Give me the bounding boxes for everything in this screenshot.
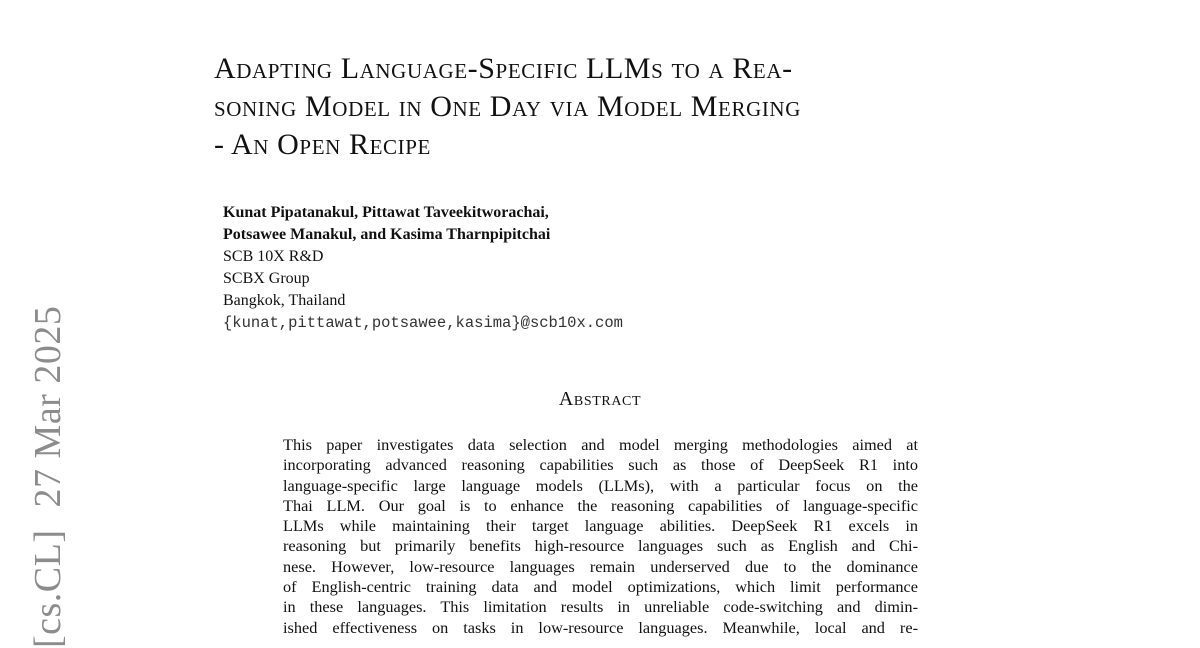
title-line: - An Open Recipe bbox=[214, 128, 431, 161]
abstract-line: reasoning but primarily benefits high-resource languages such as English and Chi- bbox=[283, 536, 918, 556]
paper-title bbox=[214, 50, 1014, 164]
abstract-line: LLMs while maintaining their target language abilities. DeepSeek R1 excels in bbox=[283, 516, 918, 536]
abstract-heading: Abstract bbox=[558, 388, 642, 410]
title-line: Adapting Language-Specific LLMs to a Rea- bbox=[214, 52, 793, 85]
title-line: soning Model in One Day via Model Merging bbox=[214, 90, 801, 123]
affiliation: SCB 10X R&D bbox=[223, 248, 324, 265]
abstract-line: incorporating advanced reasoning capabilities such as those of DeepSeek R1 into bbox=[283, 455, 918, 475]
abstract-line: in these languages. This limitation results in unreliable code-switching and dimin- bbox=[283, 597, 918, 617]
author-names-line: Potsawee Manakul, and Kasima Tharnpipitchai bbox=[223, 226, 551, 243]
arxiv-category: [cs.CL] bbox=[27, 529, 69, 648]
abstract-line: This paper investigates data selection and model merging methodologies aimed at bbox=[283, 435, 918, 454]
arxiv-side-stamp bbox=[28, 306, 68, 648]
abstract-line: Thai LLM. Our goal is to enhance the reasoning capabilities of language-specific bbox=[283, 495, 918, 515]
author-block bbox=[223, 202, 623, 334]
abstract-line: of English-centric training data and model optimizations, which limit performance bbox=[283, 577, 918, 597]
abstract-line: ished effectiveness on tasks in low-resource languages. Meanwhile, local and re- bbox=[283, 617, 918, 637]
affiliation: SCBX Group bbox=[223, 270, 310, 287]
abstract-line: nese. However, low-resource languages remain underserved due to the dominance bbox=[283, 556, 918, 576]
abstract-body bbox=[283, 435, 918, 638]
author-names-line: Kunat Pipatanakul, Pittawat Taveekitworachai, bbox=[223, 204, 549, 221]
author-email: {kunat,pittawat,potsawee,kasima}@scb10x.com bbox=[223, 314, 623, 332]
arxiv-date: 27 Mar 2025 bbox=[27, 305, 69, 508]
abstract-line: language-specific large language models (LLMs), with a particular focus on the bbox=[283, 475, 918, 495]
location: Bangkok, Thailand bbox=[223, 292, 346, 309]
